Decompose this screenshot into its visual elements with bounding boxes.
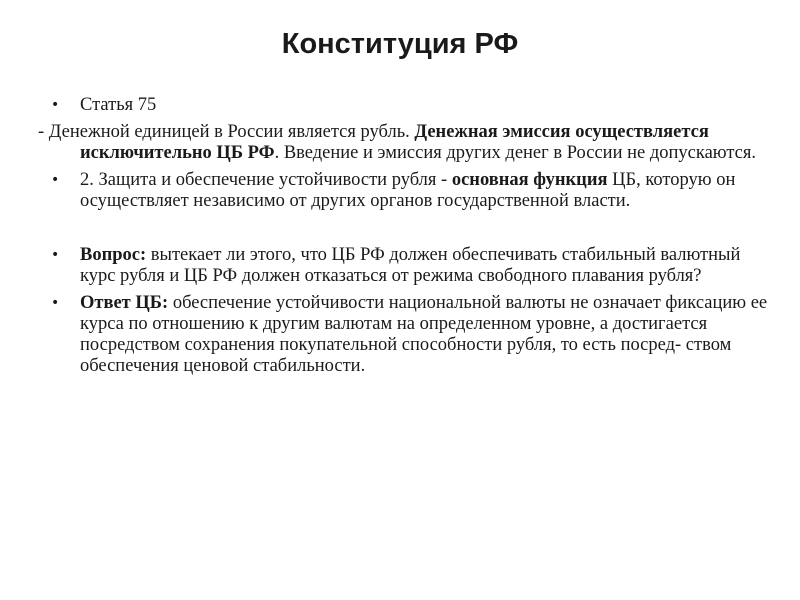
- dash-item-currency-unit: [30, 122, 770, 164]
- bullet-icon: •: [51, 247, 60, 263]
- bullet-icon: •: [51, 295, 60, 311]
- slide-body: [30, 95, 770, 383]
- item-bold-text: Вопрос:: [80, 245, 147, 265]
- item-text: . Введение и эмиссия других денег в России не допускаются.: [274, 143, 757, 163]
- dash-marker: -: [38, 122, 49, 142]
- item-text: Денежной единицей в России является рубль.: [48, 122, 415, 142]
- slide-title: Конституция РФ: [281, 28, 519, 60]
- bullet-icon: •: [51, 172, 60, 188]
- item-text: 2. Защита и обеспечение устойчивости рубля -: [80, 170, 452, 190]
- item-bold-text: Ответ ЦБ:: [80, 293, 169, 313]
- spacer: [30, 218, 770, 245]
- bullet-item-ruble-protection: [30, 170, 770, 212]
- bullet-item-article-75: [30, 95, 770, 116]
- bullet-item-answer: [30, 293, 770, 377]
- item-text: вытекает ли этого, что ЦБ РФ должен обеспечивать стабильный валютный курс рубля и ЦБ РФ должен отказаться от режима свободного плавания рубля?: [80, 245, 741, 286]
- item-text: обеспечение устойчивости национальной валюты не означает фиксацию ее курса по отношению к другим валютам на определенном уровне, а достигается посредством сохранения покупательной способности рубля, то есть посред- ством обеспечения ценовой стабильности.: [80, 293, 768, 376]
- bullet-item-question: [30, 245, 770, 287]
- bullet-icon: •: [51, 97, 60, 113]
- item-text: Статья 75: [80, 95, 157, 115]
- item-bold-text: Денежная эмиссия осуществляется исключительно ЦБ РФ: [80, 122, 709, 163]
- item-bold-text: основная функция: [451, 170, 608, 190]
- item-text: ЦБ, которую он осуществляет независимо от других органов государственной власти.: [80, 170, 736, 211]
